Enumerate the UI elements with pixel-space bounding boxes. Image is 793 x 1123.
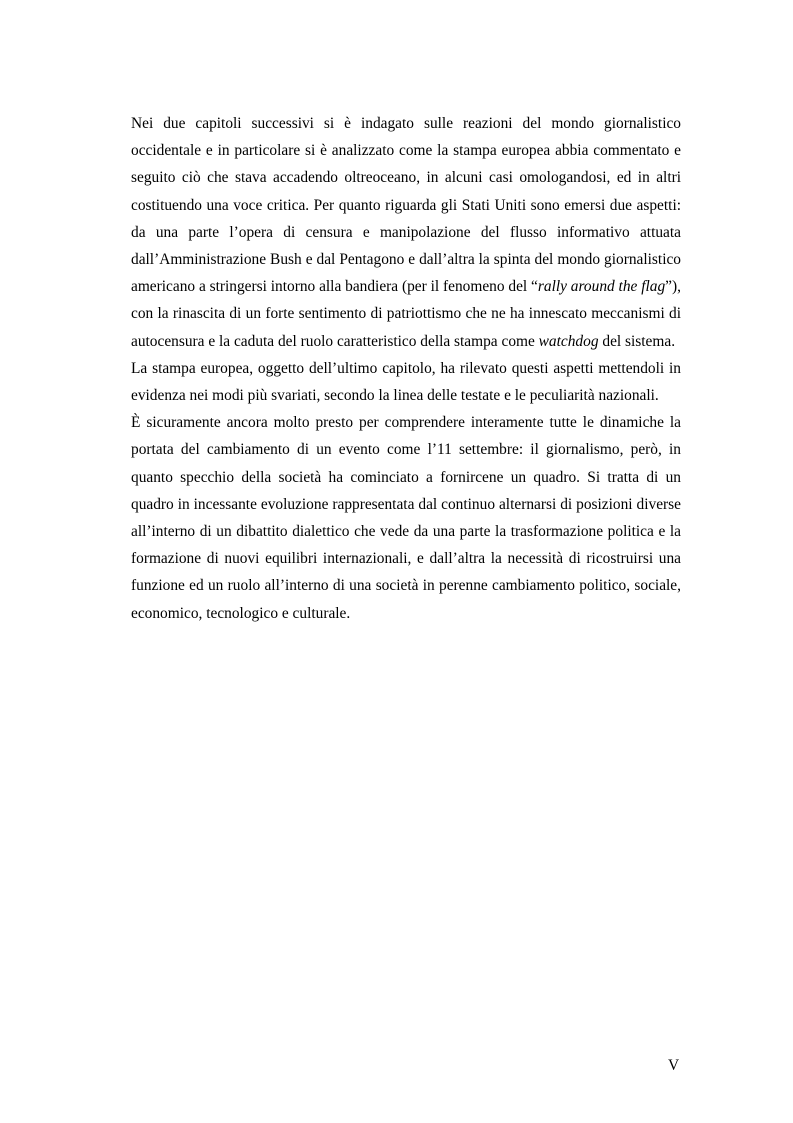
page-number: V [668,1057,680,1074]
paragraph-1 [131,110,681,355]
italic-word-watchdog: watchdog [538,332,599,350]
paragraph-2 [131,355,681,409]
italic-phrase-rally-around-the-flag: rally around the flag [537,278,666,296]
text-segment: ”), con la rinascita di un forte sentimento di patriottismo che ne ha innescato meccanismi di autocensura e la caduta del ruolo caratteristico della stampa come [131,278,681,350]
paragraph-3 [131,409,681,627]
text-segment: È sicuramente ancora molto presto per comprendere interamente tutte le dinamiche la portata del cambiamento di un evento come l’11 settembre: il giornalismo, però, in quanto specchio della società ha cominciato a fornircene un quadro. Si tratta di un quadro in incessante evoluzione rappresentata dal continuo alternarsi di posizioni diverse all’interno di un dibattito dialettico che vede da una parte la trasformazione politica e la formazione di nuovi equilibri internazionali, e dall’altra la necessità di ricostruirsi una funzione ed un ruolo all’interno di una società in perenne cambiamento politico, sociale, economico, tecnologico e culturale. [131,414,681,622]
text-segment: La stampa europea, oggetto dell’ultimo capitolo, ha rilevato questi aspetti mettendoli in evidenza nei modi più svariati, secondo la linea delle testate e le peculiarità nazionali. [131,359,681,405]
text-segment: del sistema. [598,332,676,350]
text-segment: Nei due capitoli successivi si è indagato sulle reazioni del mondo giornalistico occidentale e in particolare si è analizzato come la stampa europea abbia commentato e seguito ciò che stava accadendo oltreoceano, in alcuni casi omologandosi, ed in altri costituendo una voce critica. Per quanto riguarda gli Stati Uniti sono emersi due aspetti: da una parte l’opera di censura e manipolazione del flusso informativo attuata dall’Amministrazione Bush e dal Pentagono e dall’altra la spinta del mondo giornalistico americano a stringersi intorno alla bandiera (per il fenomeno del “ [131,115,681,296]
body-text [131,110,681,627]
